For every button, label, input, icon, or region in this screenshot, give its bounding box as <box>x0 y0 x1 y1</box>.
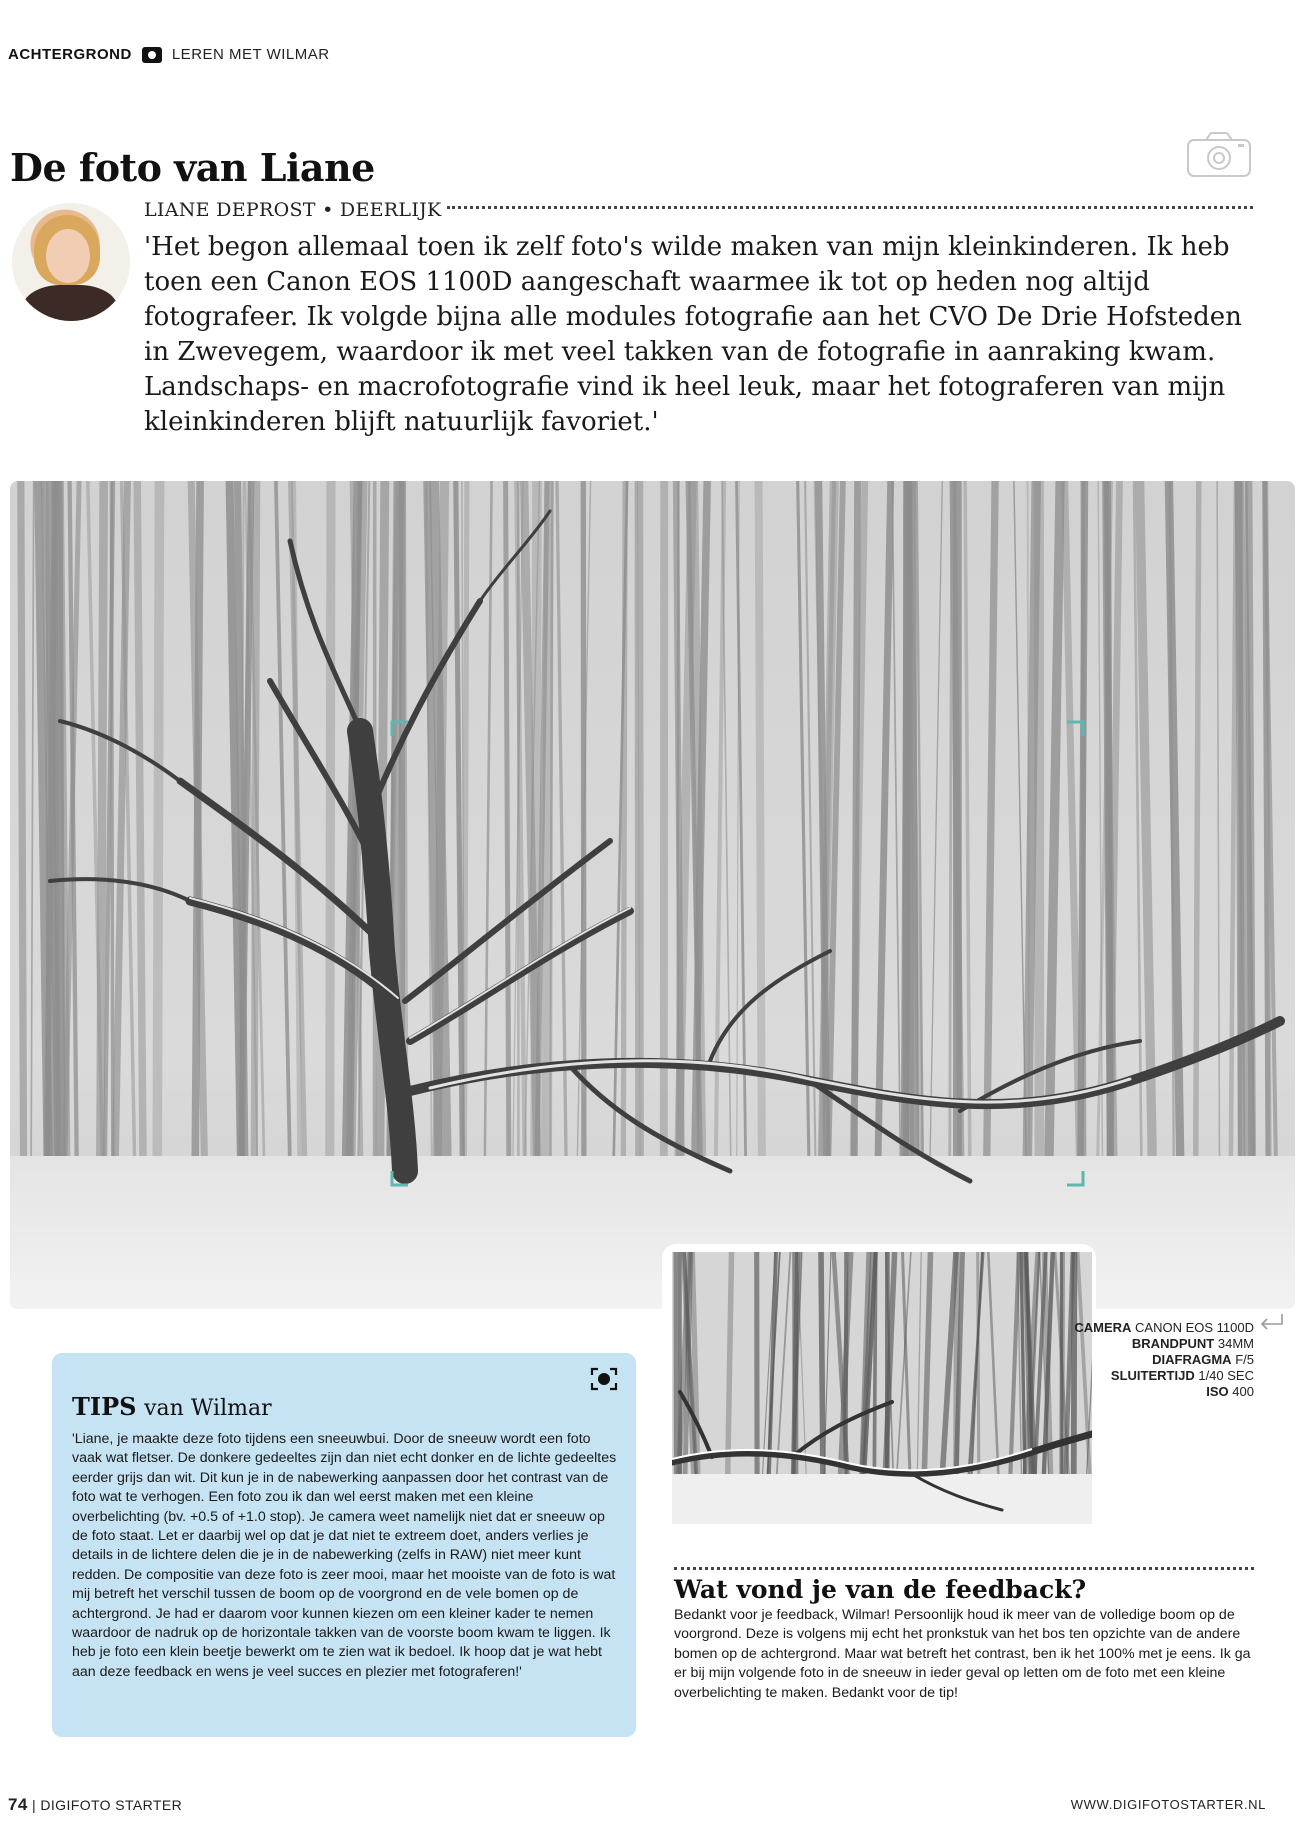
main-photo <box>10 481 1295 1309</box>
cropped-forest-photo <box>672 1252 1092 1524</box>
author-portrait <box>12 203 130 321</box>
tips-text: 'Liane, je maakte deze foto tijdens een sneeuwbui. Door de sneeuw wordt een foto vaak wat fletser. De donkere gedeeltes zijn dan niet echt donker en de lichte gedeeltes eerder grijs dan wit. Dit kun je in de nabewerking aanpassen door het contrast van de foto wat te verhogen. Een foto zou ik dan wel eerst maken met een kleine overbelichting (bv. +0.5 of +1.0 stop). Je camera weet namelijk niet dat er sneeuw op de foto staat. Let er daarbij wel op dat je dat niet te extreem doet, anders verlies je details in de lichtere delen die je in de nabewerking (zelfs in RAW) niet meer kunt redden. De compositie van deze foto is zeer mooi, maar het mooiste van de foto is wat mij betreft het verschil tussen de boom op de voorgrond en de vele bomen op de achtergrond. Je had er daarom voor kunnen kiezen om een kleiner kader te nemen waardoor de nadruk op de horizontale takken van de voorste boom kwam te liggen. Ik heb je foto een klein beetje bewerkt om te zien wat ik bedoel. Ik hoop dat je wat hebt aan deze feedback en wens je veel succes en plezier met fotograferen!' <box>72 1431 617 1680</box>
exif-camera: CAMERA CANON EOS 1100D <box>1074 1320 1254 1335</box>
exif-aperture: DIAFRAGMA F/5 <box>1152 1352 1254 1367</box>
section-label: ACHTERGROND <box>8 46 132 63</box>
exif-info <box>1050 1320 1254 1400</box>
footer-left <box>8 1795 182 1815</box>
return-arrow-icon <box>1258 1312 1284 1332</box>
feedback-title: Wat vond je van de feedback? <box>674 1575 1087 1604</box>
snowy-forest-photo <box>10 481 1295 1309</box>
section-header <box>8 46 330 63</box>
magazine-name: DIGIFOTO STARTER <box>40 1797 183 1813</box>
page-number: 74 <box>8 1795 28 1814</box>
edited-photo <box>672 1252 1092 1524</box>
divider <box>447 206 1253 209</box>
article-title: De foto van Liane <box>10 145 375 190</box>
footer-separator: | <box>32 1797 37 1813</box>
exif-focal: BRANDPUNT 34MM <box>1131 1336 1254 1351</box>
camera-outline-icon <box>1186 130 1252 178</box>
subsection-label: LEREN MET WILMAR <box>171 46 330 63</box>
exif-iso: ISO 400 <box>1206 1384 1254 1399</box>
tips-title: TIPS van Wilmar <box>72 1392 272 1421</box>
feedback-text: Bedankt voor je feedback, Wilmar! Persoonlijk houd ik meer van de volledige boom op de voorgrond. Deze is volgens mij echt het pronkstuk van het bos ten opzichte van de andere bomen op de achtergrond. Maar wat betreft het contrast, ben ik het 100% met je eens. Ik ga er bij mijn volgende foto in de sneeuw in ieder geval op letten om de foto met een kleine overbelichting te maken. Bedankt voor de tip! <box>674 1607 1251 1701</box>
focus-icon <box>590 1367 618 1391</box>
camera-icon <box>142 47 162 63</box>
website-link[interactable]: WWW.DIGIFOTOSTARTER.NL <box>1070 1797 1266 1812</box>
feedback-divider <box>674 1567 1254 1570</box>
author-line: LIANE DEPROST • DEERLIJK <box>144 199 442 221</box>
exif-shutter: SLUITERTIJD 1/40 SEC <box>1110 1368 1254 1383</box>
author-quote: 'Het begon allemaal toen ik zelf foto's wilde maken van mijn kleinkinderen. Ik heb toen een Canon EOS 1100D aangeschaft waarmee ik tot op heden nog altijd fotografeer. Ik volgde bijna alle modules fotografie aan het CVO De Drie Hofsteden in Zwevegem, waardoor ik met veel takken van de fotografie in aanraking kwam. Landschaps- en macrofotografie vind ik heel leuk, maar het fotograferen van mijn kleinkinderen blijft natuurlijk favoriet.' <box>144 232 1242 437</box>
